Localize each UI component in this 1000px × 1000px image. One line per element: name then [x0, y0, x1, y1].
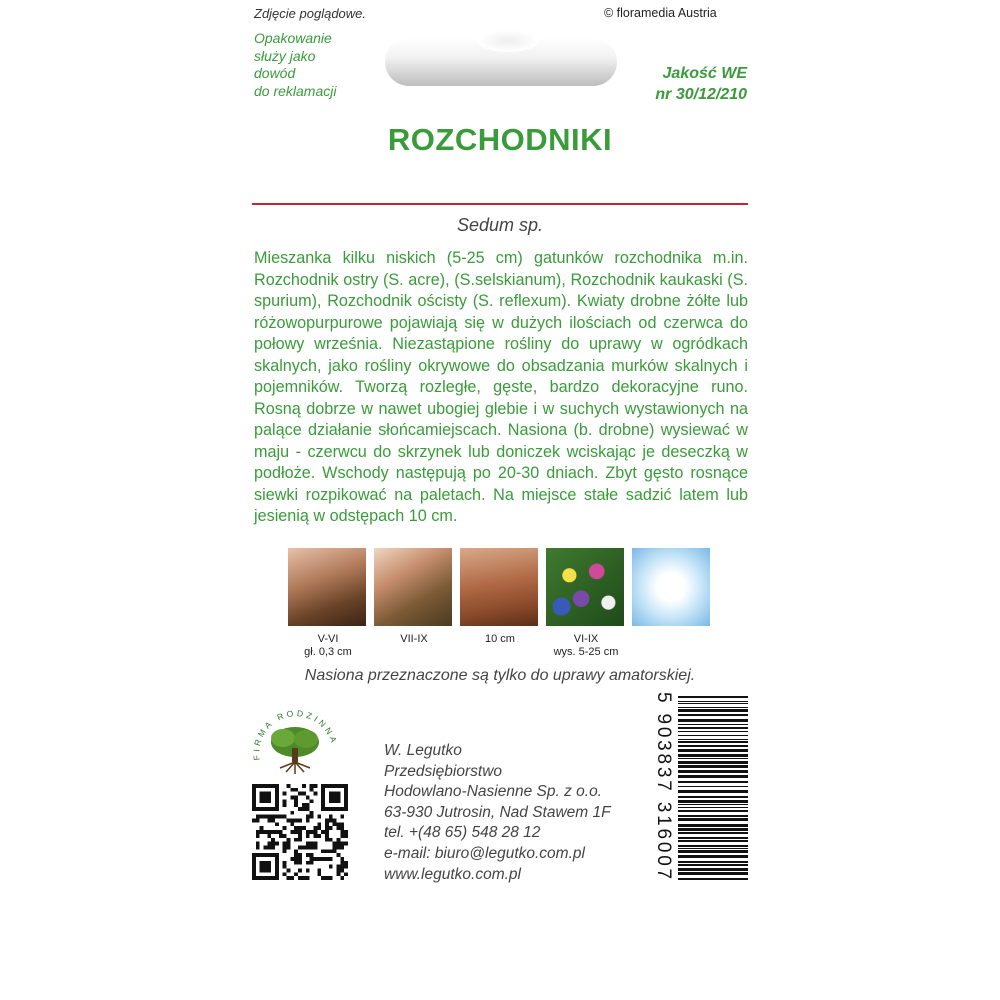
company-address: [384, 741, 611, 885]
pictogram-caption-spacing: [455, 633, 545, 646]
photo-note: Zdjęcie poglądowe.: [254, 6, 367, 21]
company-phone: tel. +(48 65) 548 28 12: [384, 824, 541, 842]
quality-line: nr 30/12/210: [655, 86, 747, 103]
quality-line: Jakość WE: [662, 65, 747, 82]
barcode: [652, 692, 748, 884]
packaging-note-line: służy jako: [254, 47, 316, 64]
logo-text: FIRMA RODZINNA: [251, 708, 340, 761]
company-legal-name: Hodowlano-Nasienne Sp. z o.o.: [384, 783, 602, 801]
company-email[interactable]: e-mail: biuro@legutko.com.pl: [384, 844, 585, 862]
transplant-photo: [374, 548, 452, 626]
caption-line: 10 cm: [485, 633, 515, 645]
caption-line: VI-IX: [573, 633, 599, 645]
pictogram-caption-flowering: [541, 633, 631, 659]
company-name: W. Legutko: [384, 742, 462, 759]
company-type: Przedsiębiorstwo: [384, 762, 503, 780]
company-street: 63-930 Jutrosin, Nad Stawem 1F: [384, 803, 611, 821]
tree-icon: [250, 698, 340, 778]
flowering-photo: [546, 548, 624, 626]
family-firm-logo: [250, 698, 340, 778]
sun-icon: [632, 548, 710, 626]
caption-line: wys. 5-25 cm: [553, 646, 619, 658]
caption-line: VII-IX: [400, 633, 428, 645]
packaging-note-line: dowód: [254, 65, 296, 81]
pictogram-caption-sowing: [283, 633, 373, 659]
barcode-number: 5 903837 316007: [653, 692, 674, 882]
sowing-photo: [288, 548, 366, 626]
caption-line: gł. 0,3 cm: [304, 646, 352, 658]
amateur-use-note: Nasiona przeznaczone są tylko do uprawy amatorskiej.: [304, 667, 696, 684]
pictogram-row: [288, 548, 712, 628]
seed-window-highlight: [478, 30, 538, 52]
caption-line: V-VI: [317, 633, 339, 645]
latin-name: Sedum sp.: [456, 215, 544, 235]
product-description: Mieszanka kilku niskich (5-25 cm) gatunków rozchodnika m.in. Rozchodnik ostry (S. acre), (S.selskianum), Rozchodnik kaukaski (S. spurium), Rozchodnik ościsty (S. reflexum). Kwiaty drobne żółte lub różowopurpurowe pojawiają się w dużych ilościach od czerwca do połowy września. Niezastąpione rośliny do uprawy w ogródkach skalnych, jako rośliny okrywowe do obsadzania murków skalnych i pojemników. Tworzą rozległe, gęste, bardzo dekoracyjne runo. Rosną dobrze w nawet ubogiej glebie i w suchych wystawionych na palące działanie słońcamiejscach. Nasiona (b. drobne) wysiewać w maju - czerwcu do skrzynek lub doniczek wciskając je deseczką w podłoże. Wschody następują po 20-30 dniach. Zbyt gęsto rosnące siewki rozpikować na paletach. Na miejsce stałe sadzić latem lub jesienią w odstępach 10 cm.: [254, 249, 748, 525]
quality-mark: [655, 63, 747, 105]
barcode-number-wrap: [652, 692, 674, 884]
qr-code: [252, 784, 348, 885]
pictogram-caption-transplant: [369, 633, 459, 646]
copyright-note: [604, 6, 717, 20]
packaging-note-line: Opakowanie: [254, 30, 332, 46]
qr-code-image: [252, 784, 348, 880]
spacing-photo: [460, 548, 538, 626]
copyright-text: © floramedia Austria: [604, 6, 717, 20]
company-website[interactable]: www.legutko.com.pl: [384, 865, 521, 883]
packaging-note-line: do reklamacji: [254, 82, 337, 99]
title-divider: [252, 203, 748, 205]
packaging-note: [254, 30, 336, 100]
product-title: ROZCHODNIKI: [387, 122, 613, 157]
